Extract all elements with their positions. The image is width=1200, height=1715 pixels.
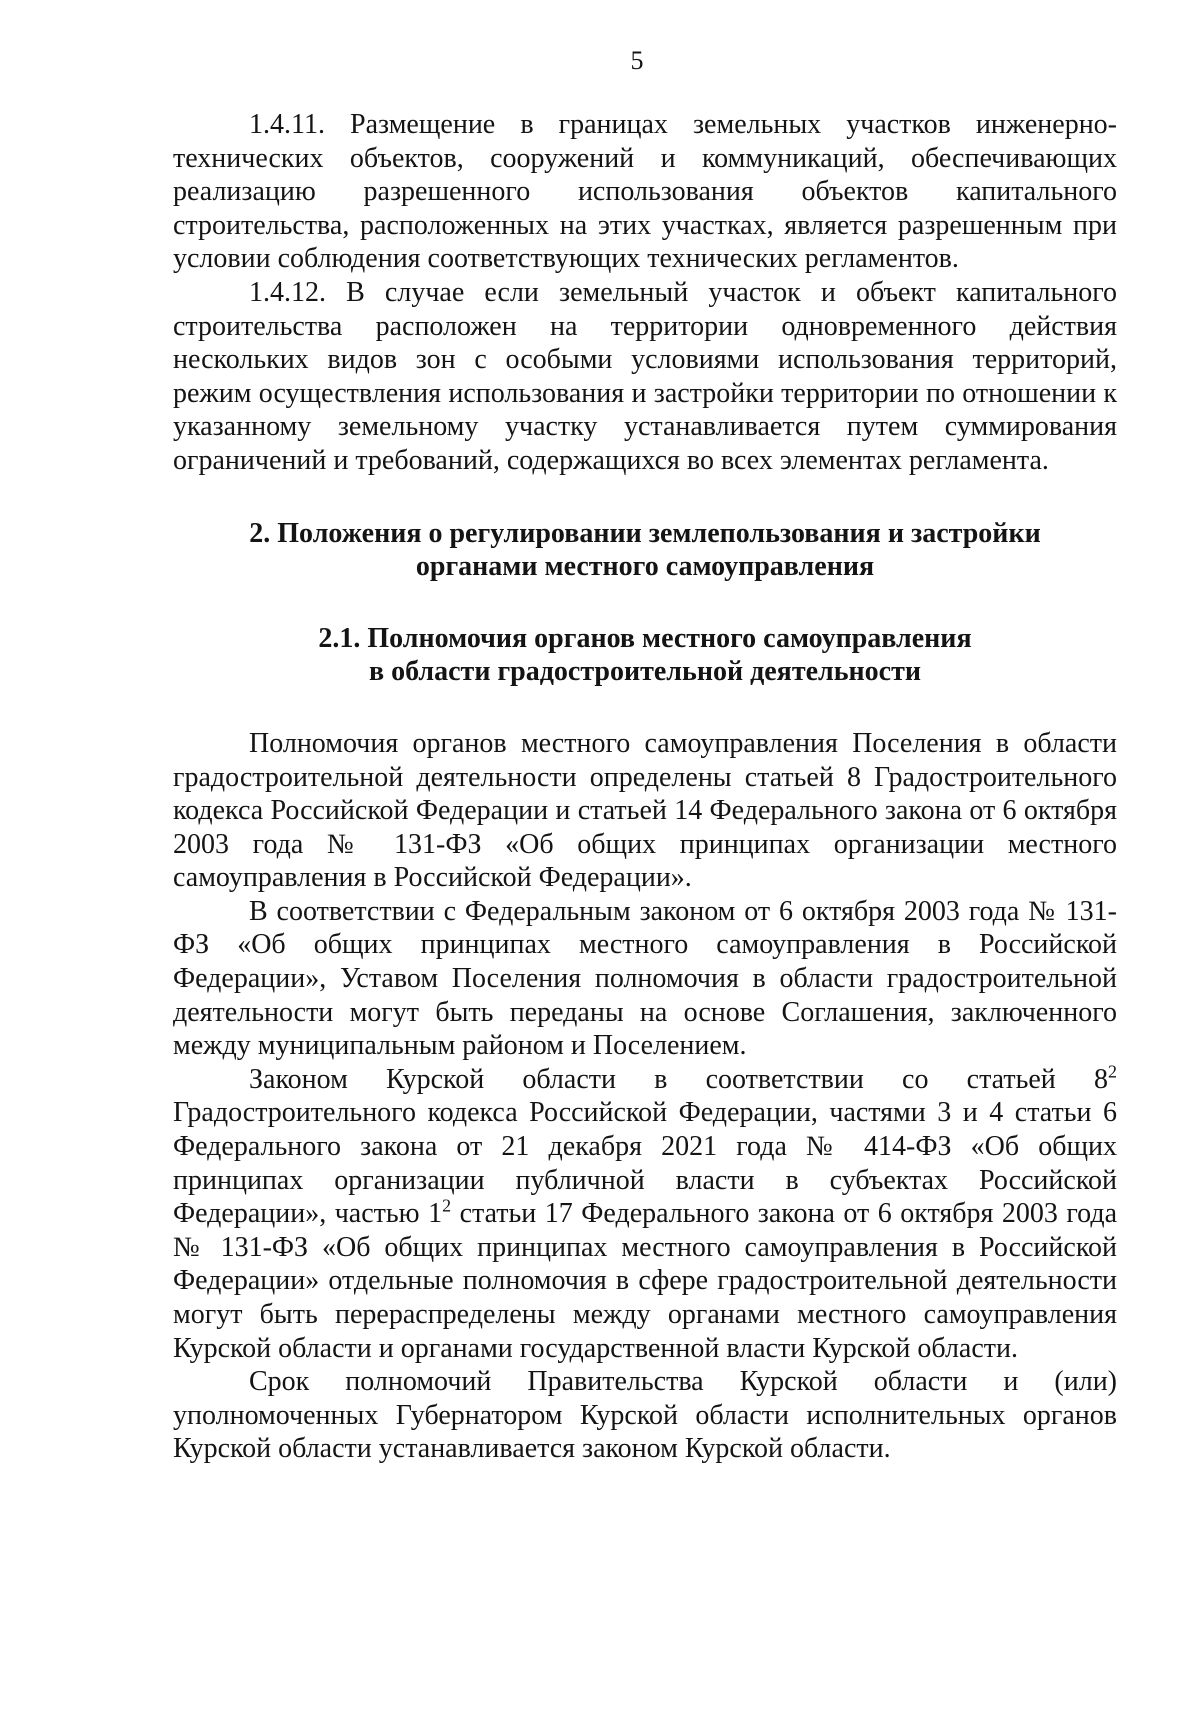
subsection-heading-line-1: 2.1. Полномочия органов местного самоуправления xyxy=(318,622,972,654)
page-number: 5 xyxy=(630,46,644,75)
section-heading-line-1: 2. Положения о регулировании землепользования и застройки xyxy=(249,517,1041,549)
paragraph-1-4-11: 1.4.11. Размещение в границах земельных участков инженерно-технических объектов, сооружений и коммуникаций, обеспечивающих реализацию разрешенного использования объектов капитального строительства, расположенных на этих участках, является разрешенным при условии соблюдения соответствующих технических регламентов. xyxy=(173,109,1117,275)
paragraph-redistribution xyxy=(173,1063,1117,1365)
document-body xyxy=(173,108,1117,1466)
superscript-2: 2 xyxy=(442,1195,452,1216)
subsection-heading-line-2: в области градостроительной деятельности xyxy=(369,656,921,688)
subsection-heading xyxy=(173,622,1117,689)
paragraph-redistribution-part-1: Законом Курской области в соответствии со статьей 8 xyxy=(249,1063,1108,1095)
paragraph-redistribution-part-2: Градостроительного кодекса Российской Федерации, частями 3 и 4 статьи 6 Федерального закона от 21 декабря 2021 года № 414-ФЗ «Об общих принципах организации публичной власти в субъектах Российской Федерации», частью 1 xyxy=(173,1097,1117,1230)
paragraph-redistribution-part-3: статьи 17 Федерального закона от 6 октября 2003 года № 131-ФЗ «Об общих принципах местного самоуправления в Российской Федерации» отдельные полномочия в сфере градостроительной деятельности могут быть перераспределены между органами местного самоуправления Курской области и органами государственной власти Курской области. xyxy=(173,1198,1117,1364)
superscript-1: 2 xyxy=(1108,1061,1117,1082)
paragraph-transfer: В соответствии с Федеральным законом от 6 октября 2003 года № 131-ФЗ «Об общих принципах местного самоуправления в Российской Федерации», Уставом Поселения полномочия в области градостроительной деятельности могут быть переданы на основе Соглашения, заключенного между муниципальным районом и Поселением. xyxy=(173,895,1117,1062)
paragraph-powers: Полномочия органов местного самоуправления Поселения в области градостроительной деятельности определены статьей 8 Градостроительного кодекса Российской Федерации и статьей 14 Федерального закона от 6 октября 2003 года № 131-ФЗ «Об общих принципах организации местного самоуправления в Российской Федерации». xyxy=(173,727,1117,894)
paragraph-1-4-12: 1.4.12. В случае если земельный участок и объект капитального строительства расположен на территории одновременного действия нескольких видов зон с особыми условиями использования территорий, режим осуществления использования и застройки территории по отношении к указанному земельному участку устанавливается путем суммирования ограничений и требований, содержащихся во всех элементах регламента. xyxy=(173,276,1117,476)
section-heading xyxy=(173,517,1117,584)
paragraph-term: Срок полномочий Правительства Курской области и (или) уполномоченных Губернатором Курской области исполнительных органов Курской области устанавливается законом Курской области. xyxy=(173,1366,1117,1465)
section-heading-line-2: органами местного самоуправления xyxy=(415,551,875,583)
